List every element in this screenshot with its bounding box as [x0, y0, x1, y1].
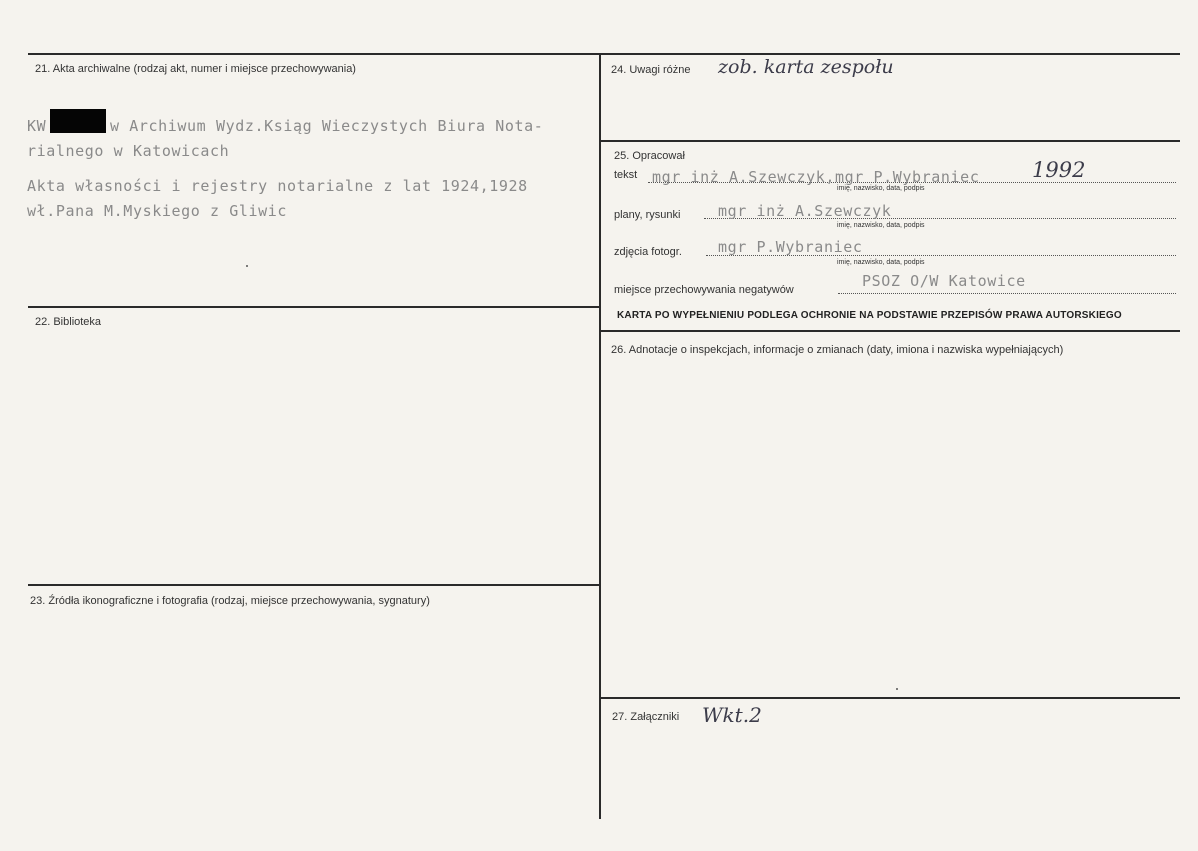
- kw-prefix: KW: [27, 117, 47, 135]
- section-21-label: 21. Akta archiwalne (rodzaj akt, numer i miejsce przechowywania): [35, 63, 356, 75]
- ownership-records-line-2: wł.Pana M.Myskiego z Gliwic: [27, 202, 288, 220]
- paper-speck: [246, 265, 248, 267]
- divider-24-25: [600, 140, 1180, 142]
- section-25-label: 25. Opracował: [614, 150, 685, 162]
- divider-22-23: [28, 584, 600, 586]
- copyright-notice: KARTA PO WYPEŁNIENIU PODLEGA OCHRONIE NA PODSTAWIE PRZEPISÓW PRAWA AUTORSKIEGO: [617, 310, 1122, 321]
- drawings-label: plany, rysunki: [614, 209, 681, 221]
- photos-hint: imię, nazwisko, data, podpis: [837, 259, 925, 266]
- section-27-label: 27. Załączniki: [612, 711, 680, 723]
- paper-speck: [896, 688, 898, 690]
- section-26-label: 26. Adnotacje o inspekcjach, informacje o zmianach (daty, imiona i nazwiska wypełniających): [611, 344, 1064, 356]
- archive-location-line-2: rialnego w Katowicach: [27, 142, 230, 160]
- negatives-label: miejsce przechowywania negatywów: [614, 284, 794, 296]
- section-23-label: 23. Źródła ikonograficzne i fotografia (rodzaj, miejsce przechowywania, sygnatury): [30, 595, 430, 607]
- remarks-handwritten: zob. karta zespołu: [718, 56, 894, 78]
- photos-value: mgr P.Wybraniec: [718, 238, 863, 256]
- archive-location-line-1: w Archiwum Wydz.Ksiąg Wieczystych Biura Nota-: [110, 117, 544, 135]
- top-rule: [28, 53, 1180, 55]
- divider-25-notice: [600, 330, 1180, 332]
- attachments-handwritten: Wkt.2: [702, 703, 762, 727]
- drawings-hint: imię, nazwisko, data, podpis: [837, 222, 925, 229]
- ownership-records-line-1: Akta własności i rejestry notarialne z lat 1924,1928: [27, 177, 528, 195]
- drawings-value: mgr inż A.Szewczyk: [718, 202, 892, 220]
- text-author-label: tekst: [614, 169, 638, 181]
- text-author-hint: imię, nazwisko, data, podpis: [837, 185, 925, 192]
- divider-21-22: [28, 306, 600, 308]
- negatives-value: PSOZ O/W Katowice: [862, 272, 1026, 290]
- section-24-label: 24. Uwagi różne: [611, 64, 691, 76]
- divider-26-27: [600, 697, 1180, 699]
- negatives-dotted-line: [838, 293, 1176, 294]
- section-22-label: 22. Biblioteka: [35, 316, 102, 328]
- photos-label: zdjęcia fotogr.: [614, 246, 682, 258]
- year-handwritten: 1992: [1032, 158, 1086, 182]
- center-divider: [599, 53, 601, 819]
- redaction-bar: [50, 109, 106, 133]
- text-author-value: mgr inż A.Szewczyk,mgr P.Wybraniec: [652, 168, 980, 186]
